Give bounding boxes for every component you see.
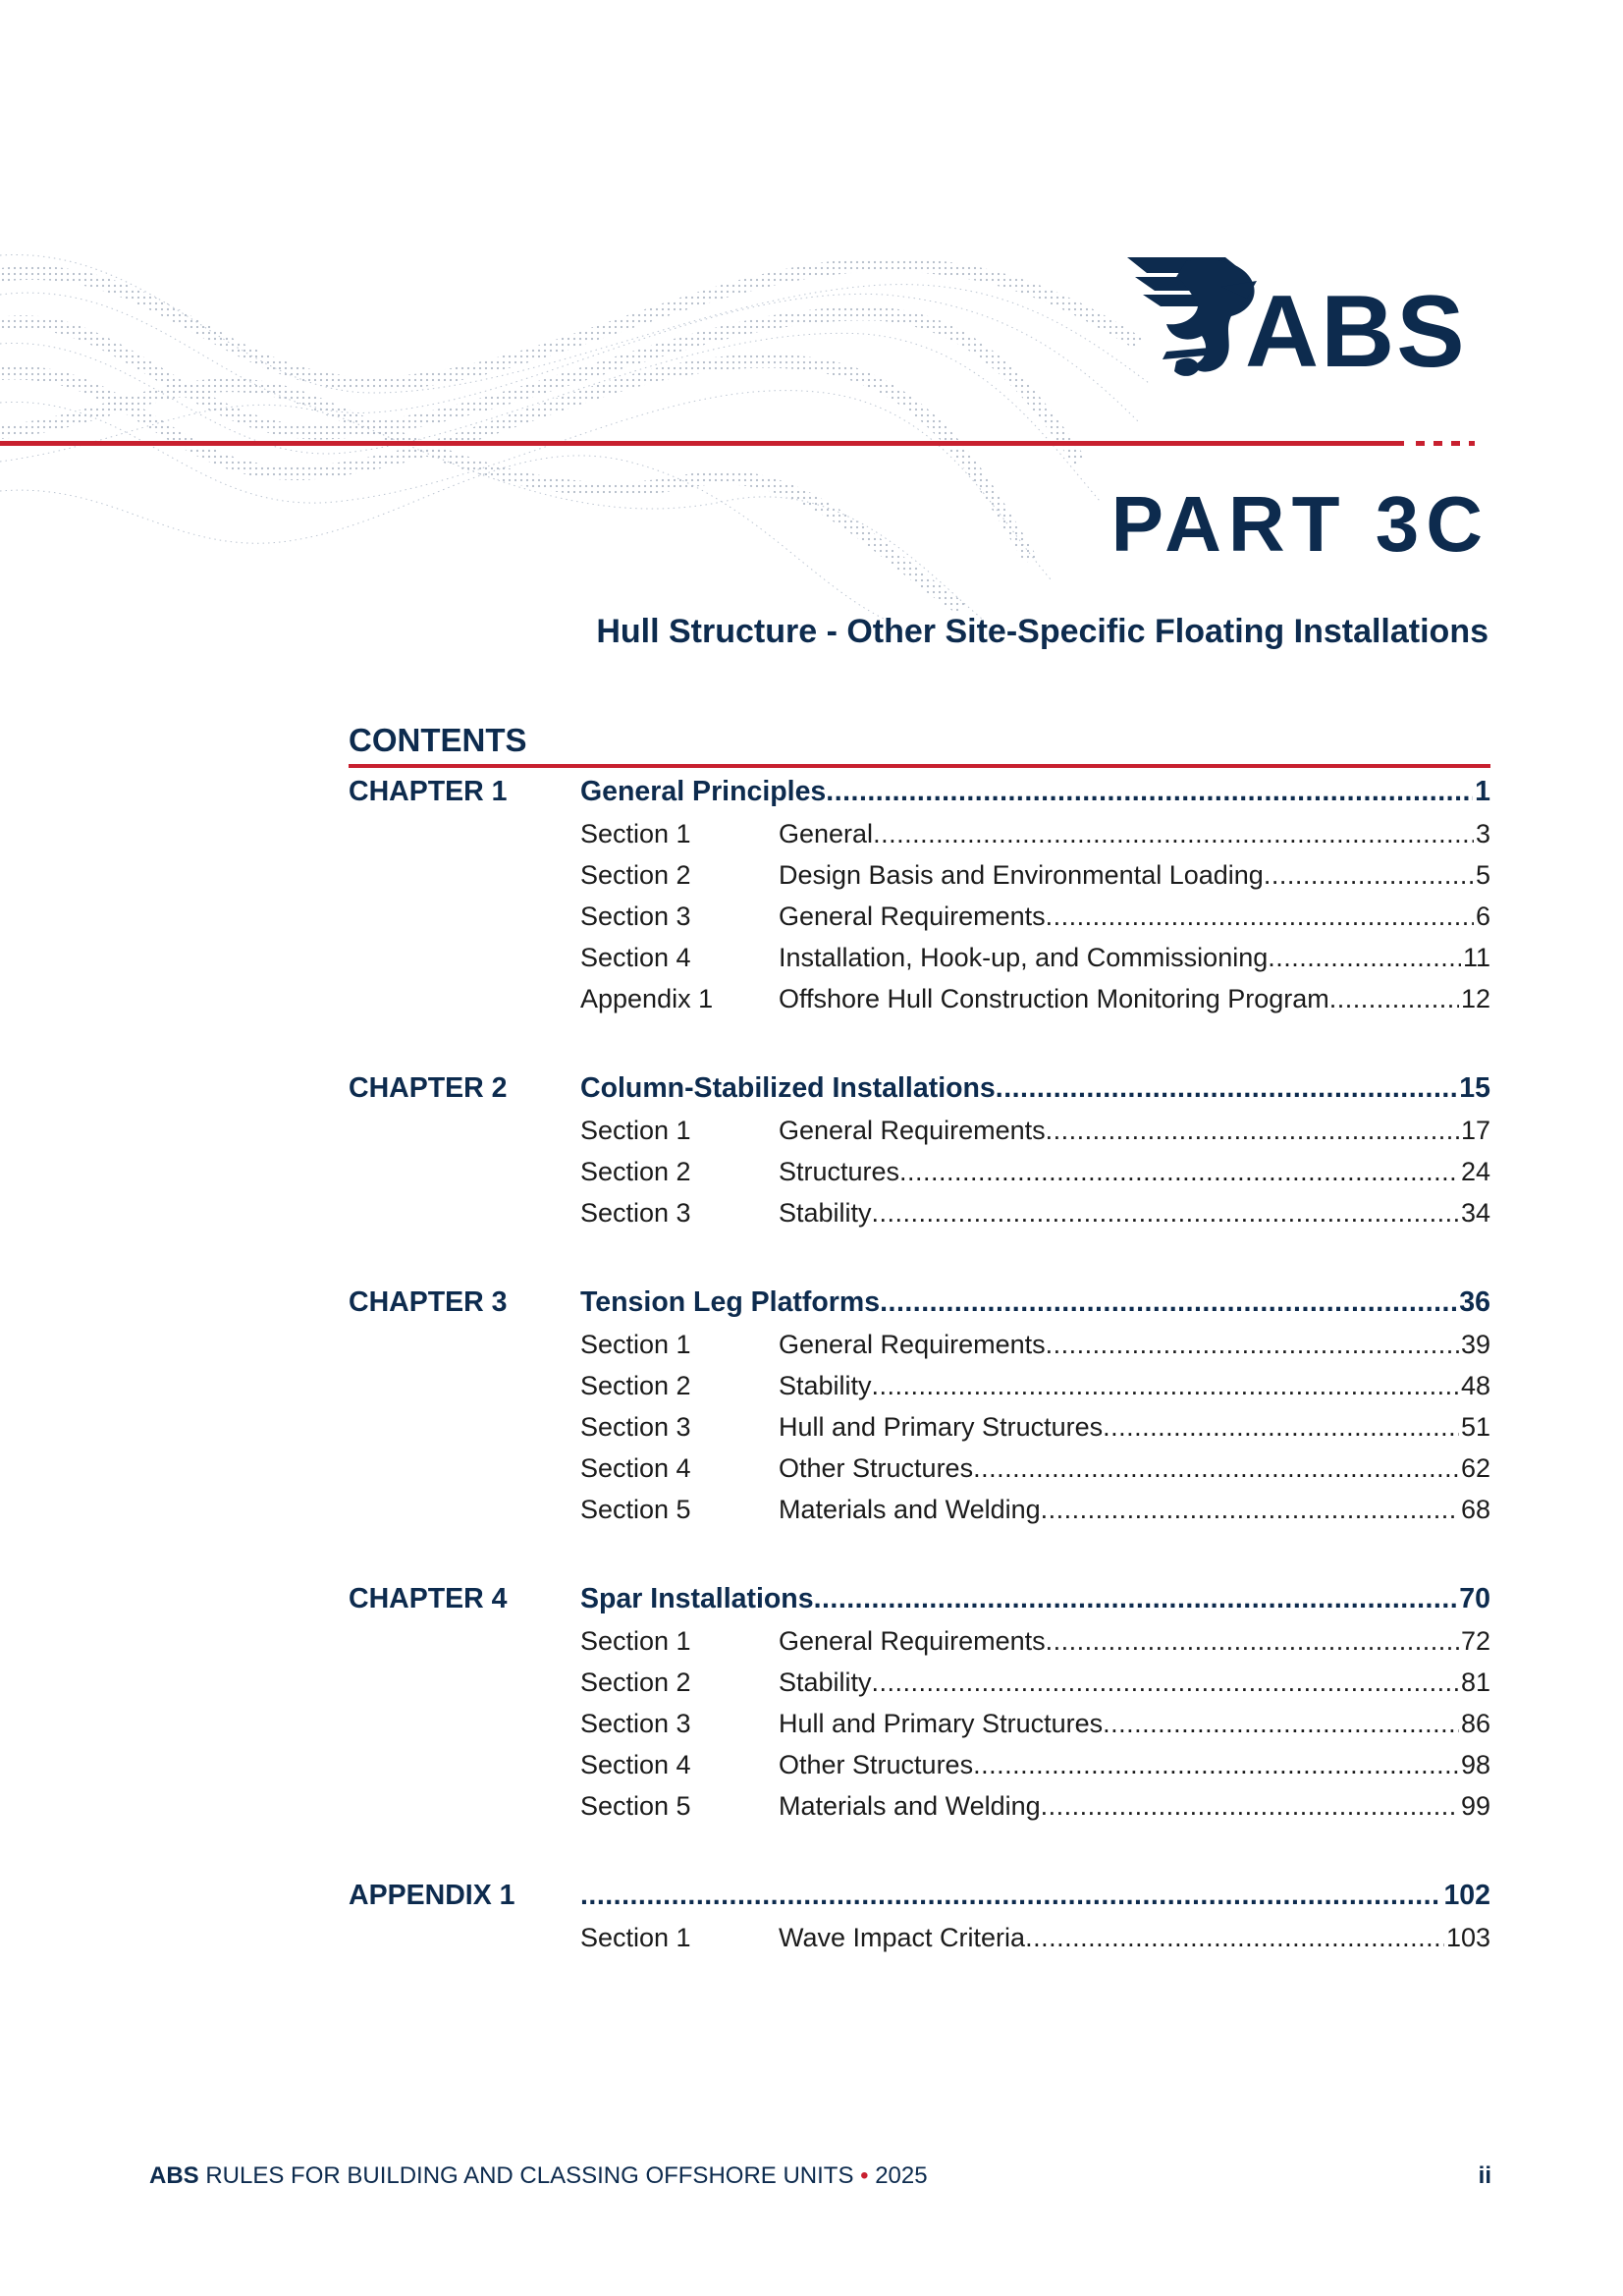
toc-dot-leader: [1103, 1406, 1459, 1448]
toc-section-page: 11: [1462, 943, 1490, 972]
toc-section-label: Section 1: [580, 1330, 691, 1359]
toc-section-label: Section 2: [580, 1371, 691, 1400]
toc-chapter-row[interactable]: [349, 1874, 1490, 1917]
toc-section-row[interactable]: [349, 1917, 1490, 1958]
toc-dot-leader: [872, 1192, 1459, 1233]
toc-section-entry: [779, 1406, 1490, 1448]
toc-chapter-entry: [580, 770, 1490, 813]
toc-section-entry: [779, 1703, 1490, 1744]
toc-chapter: [349, 1577, 1490, 1827]
toc-section-row[interactable]: [349, 1365, 1490, 1406]
toc-section-title: Structures: [779, 1157, 900, 1186]
toc-section-label: Section 4: [580, 1750, 691, 1779]
toc-section-row[interactable]: [349, 1744, 1490, 1785]
toc-section-entry: [779, 1489, 1490, 1530]
toc-section-entry: [779, 896, 1490, 937]
toc-section-label: Section 3: [580, 1198, 691, 1228]
toc-section-page: 5: [1475, 860, 1490, 890]
toc-section-page: 34: [1460, 1198, 1490, 1228]
toc-section-title: Installation, Hook-up, and Commissioning: [779, 943, 1269, 972]
toc-dot-leader: [1046, 1324, 1459, 1365]
toc-chapter-label: CHAPTER 4: [349, 1583, 508, 1614]
toc-section-row[interactable]: [349, 1489, 1490, 1530]
toc-section-label: Section 1: [580, 819, 691, 848]
toc-section-row[interactable]: [349, 1448, 1490, 1489]
toc-section-title: Stability: [779, 1371, 872, 1400]
toc-section-entry: [779, 1744, 1490, 1785]
toc-section-title: General Requirements: [779, 1116, 1046, 1145]
toc-section-entry: [779, 1324, 1490, 1365]
toc-dot-leader: [872, 1662, 1459, 1703]
footer-bullet: •: [860, 2162, 869, 2189]
footer-brand: ABS: [149, 2162, 199, 2189]
toc-dot-leader: [880, 1281, 1457, 1324]
toc-dot-leader: [899, 1151, 1459, 1192]
page-number: ii: [1478, 2162, 1491, 2189]
toc-section-title: General: [779, 819, 874, 848]
toc-section-label: Section 5: [580, 1791, 691, 1821]
toc-section-page: 68: [1460, 1495, 1490, 1524]
toc-section-entry: [779, 1785, 1490, 1827]
toc-section-title: General Requirements: [779, 902, 1046, 931]
toc-chapter: [349, 1281, 1490, 1530]
toc-section-row[interactable]: [349, 937, 1490, 978]
toc-section-title: Materials and Welding: [779, 1791, 1041, 1821]
toc-section-title: Design Basis and Environmental Loading: [779, 860, 1264, 890]
toc-section-entry: [779, 1662, 1490, 1703]
toc-dot-leader: [996, 1066, 1458, 1110]
toc-section-title: Stability: [779, 1198, 872, 1228]
toc-dot-leader: [580, 1874, 1441, 1917]
toc-dot-leader: [973, 1448, 1459, 1489]
toc-dot-leader: [872, 1365, 1459, 1406]
toc-dot-leader: [973, 1744, 1459, 1785]
toc-section-entry: [779, 1151, 1490, 1192]
header-red-dots: [1416, 441, 1475, 446]
toc-chapter-title: Column-Stabilized Installations: [580, 1072, 996, 1104]
toc-chapter-page: 102: [1443, 1880, 1490, 1911]
toc-section-title: General Requirements: [779, 1330, 1046, 1359]
toc-chapter-page: 15: [1459, 1072, 1490, 1104]
toc-section-row[interactable]: [349, 1110, 1490, 1151]
toc-section-entry: [779, 1365, 1490, 1406]
toc-section-page: 62: [1460, 1453, 1490, 1483]
toc-section-page: 81: [1460, 1667, 1490, 1697]
toc-section-title: Offshore Hull Construction Monitoring Program: [779, 984, 1329, 1013]
toc-chapter-row[interactable]: [349, 1281, 1490, 1324]
toc-section-title: Other Structures: [779, 1453, 974, 1483]
contents-red-rule: [349, 764, 1490, 768]
toc-section-title: Materials and Welding: [779, 1495, 1041, 1524]
toc-section-row[interactable]: [349, 1192, 1490, 1233]
toc-section-page: 48: [1460, 1371, 1490, 1400]
toc-section-title: Hull and Primary Structures: [779, 1412, 1104, 1442]
toc-dot-leader: [873, 813, 1474, 854]
toc-dot-leader: [1041, 1785, 1459, 1827]
toc-dot-leader: [826, 770, 1473, 813]
toc-section-page: 86: [1460, 1709, 1490, 1738]
toc-section-row[interactable]: [349, 896, 1490, 937]
toc-section-entry: [779, 1620, 1490, 1662]
toc-section-row[interactable]: [349, 1703, 1490, 1744]
toc-section-entry: [779, 978, 1490, 1019]
toc-section-row[interactable]: [349, 1785, 1490, 1827]
toc-section-entry: [779, 854, 1490, 896]
toc-chapter-title: Spar Installations: [580, 1583, 814, 1614]
toc-section-label: Section 3: [580, 1412, 691, 1442]
toc-dot-leader: [1025, 1917, 1444, 1958]
toc-section-row[interactable]: [349, 1324, 1490, 1365]
toc-chapter-label: APPENDIX 1: [349, 1880, 515, 1911]
toc-chapter-label: CHAPTER 2: [349, 1072, 508, 1104]
toc-chapter-label: CHAPTER 3: [349, 1286, 508, 1318]
toc-section-page: 72: [1460, 1626, 1490, 1656]
toc-section-page: 51: [1460, 1412, 1490, 1442]
toc-section-page: 12: [1460, 984, 1490, 1013]
toc-section-page: 103: [1445, 1923, 1490, 1952]
toc-section-label: Section 5: [580, 1495, 691, 1524]
toc-section-page: 99: [1460, 1791, 1490, 1821]
toc-chapter-page: 70: [1459, 1583, 1490, 1614]
toc-dot-leader: [1046, 896, 1474, 937]
footer-title: RULES FOR BUILDING AND CLASSING OFFSHORE UNITS: [198, 2162, 861, 2189]
table-of-contents: [349, 770, 1490, 2005]
toc-section-entry: [779, 1448, 1490, 1489]
footer-text: [149, 2164, 928, 2188]
toc-chapter-row[interactable]: [349, 1066, 1490, 1110]
toc-section-title: General Requirements: [779, 1626, 1046, 1656]
toc-section-page: 6: [1475, 902, 1490, 931]
abs-logo: ABS: [1245, 275, 1467, 389]
toc-section-page: 98: [1460, 1750, 1490, 1779]
toc-chapter-entry: [580, 1577, 1490, 1620]
header-red-rule: [0, 441, 1404, 446]
toc-section-label: Section 4: [580, 943, 691, 972]
toc-chapter-page: 36: [1459, 1286, 1490, 1318]
page-subtitle: Hull Structure - Other Site-Specific Floating Installations: [596, 613, 1488, 650]
toc-section-entry: [779, 1192, 1490, 1233]
toc-chapter-title: General Principles: [580, 776, 827, 807]
toc-dot-leader: [1046, 1620, 1459, 1662]
toc-section-title: Other Structures: [779, 1750, 974, 1779]
toc-chapter-entry: [580, 1281, 1490, 1324]
toc-section-page: 17: [1460, 1116, 1490, 1145]
toc-section-label: Appendix 1: [580, 984, 714, 1013]
toc-section-label: Section 2: [580, 1667, 691, 1697]
toc-chapter: [349, 1874, 1490, 1958]
toc-chapter-row[interactable]: [349, 770, 1490, 813]
toc-section-title: Stability: [779, 1667, 872, 1697]
toc-dot-leader: [814, 1577, 1458, 1620]
toc-chapter-label: CHAPTER 1: [349, 776, 508, 807]
footer-year: 2025: [868, 2162, 928, 2189]
toc-section-label: Section 4: [580, 1453, 691, 1483]
toc-section-row[interactable]: [349, 1620, 1490, 1662]
toc-chapter-row[interactable]: [349, 1577, 1490, 1620]
toc-section-page: 39: [1460, 1330, 1490, 1359]
part-title: PART 3C: [1110, 480, 1489, 568]
toc-dot-leader: [1041, 1489, 1459, 1530]
toc-chapter-entry: [580, 1066, 1490, 1110]
toc-section-title: Hull and Primary Structures: [779, 1709, 1104, 1738]
toc-section-label: Section 2: [580, 1157, 691, 1186]
toc-section-label: Section 2: [580, 860, 691, 890]
toc-section-row[interactable]: [349, 1662, 1490, 1703]
toc-section-row[interactable]: [349, 978, 1490, 1019]
toc-dot-leader: [1329, 978, 1459, 1019]
toc-chapter-page: 1: [1475, 776, 1490, 807]
toc-section-title: Wave Impact Criteria: [779, 1923, 1026, 1952]
toc-dot-leader: [1046, 1110, 1459, 1151]
toc-section-row[interactable]: [349, 1151, 1490, 1192]
toc-section-entry: [779, 1110, 1490, 1151]
toc-section-label: Section 1: [580, 1626, 691, 1656]
contents-heading: CONTENTS: [349, 722, 527, 758]
toc-dot-leader: [1268, 937, 1461, 978]
toc-section-label: Section 1: [580, 1116, 691, 1145]
toc-chapter-entry: [580, 1874, 1490, 1917]
toc-section-entry: [779, 937, 1490, 978]
toc-chapter-title: Tension Leg Platforms: [580, 1286, 881, 1318]
toc-section-label: Section 1: [580, 1923, 691, 1952]
toc-section-row[interactable]: [349, 1406, 1490, 1448]
toc-dot-leader: [1103, 1703, 1459, 1744]
toc-section-page: 3: [1475, 819, 1490, 848]
toc-section-entry: [779, 813, 1490, 854]
toc-section-label: Section 3: [580, 1709, 691, 1738]
toc-section-row[interactable]: [349, 813, 1490, 854]
toc-section-entry: [779, 1917, 1490, 1958]
toc-section-label: Section 3: [580, 902, 691, 931]
toc-section-page: 24: [1460, 1157, 1490, 1186]
toc-section-row[interactable]: [349, 854, 1490, 896]
toc-chapter: [349, 1066, 1490, 1233]
toc-dot-leader: [1264, 854, 1474, 896]
toc-chapter: [349, 770, 1490, 1019]
